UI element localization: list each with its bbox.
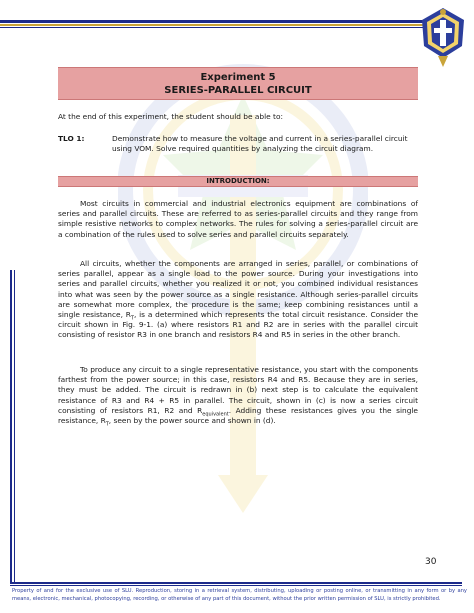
paragraph-3-part-c: , seen by the power source and shown in (d). (108, 416, 276, 426)
page-number: 30 (425, 557, 437, 567)
tlo-label: TLO 1: (58, 134, 85, 143)
rt-subscript: T (130, 315, 134, 322)
copyright-footer: Property of and for the exclusive use of SLU. Reproduction, storing in a retrieval system, distributing, uploading or posting online, or transmitting in any form or by any means, electronic, mechanical, photocopying, recording, or otherwise of any part of this document, without the prior written permission of SLU, is strictly prohibited. (12, 588, 467, 603)
left-margin-rule (10, 270, 12, 583)
objectives-intro: At the end of this experiment, the student should be able to: (58, 112, 283, 121)
paragraph-2 (58, 259, 418, 341)
introduction-heading: INTRODUCTION: (58, 176, 418, 187)
experiment-title: SERIES-PARALLEL CIRCUIT (164, 85, 312, 96)
footer-stripe-thin (10, 585, 462, 586)
rt-subscript: T (105, 421, 109, 428)
header-stripe-navy-thin (0, 27, 432, 28)
paragraph-1: Most circuits in commercial and industrial electronics equipment are combinations of series and parallel circuits. These are referred to as series-parallel circuits and they range from simple resistive networks to complex networks. The rules for solving a series-parallel circuit are a combination of the rules used to solve series and parallel circuits separately. (58, 199, 418, 239)
experiment-number: Experiment 5 (200, 72, 276, 83)
header-stripe-navy (0, 20, 432, 23)
experiment-title-box (58, 67, 418, 100)
paragraph-3-part-a: To produce any circuit to a single representative resistance, you start with the components farthest from the power source; in this case, resistors R4 and R5. Because they are in series, they must be added. The circuit is redrawn in (b) next step is to calculate the equivalent resistance of R3 and R4 + R5 in parallel. The circuit, shown in (c) is now a series circuit consisting of resistors R1, R2 and R (58, 365, 418, 415)
requivalent-subscript: equivalent (202, 411, 229, 418)
paragraph-3-part-b: . Adding these resistances gives you the single resistance, R (58, 405, 418, 426)
footer-stripe (10, 582, 462, 584)
left-margin-rule-thin (14, 270, 15, 583)
university-seal-icon (418, 6, 468, 68)
paragraph-3 (58, 365, 418, 426)
tlo-text: Demonstrate how to measure the voltage and current in a series-parallel circuit using VOM. Solve required quantities by analyzing the circuit diagram. (112, 134, 408, 154)
paragraph-2-part-a: All circuits, whether the components are arranged in series, parallel, or combinations of series parallel, appear as a single load to the power source. During your investigations into series and parallel circuits, whether you realized it or not, you combined individual resistances into what was seen by the power source as a single resistance. Although series-parallel circuits are somewhat more complex, the procedure is the same; keep combining resistances until a single resistance, R (58, 259, 418, 320)
paragraph-2-part-b: , is a determined which represents the total circuit resistance. Consider the circuit shown in Fig. 9-1. (a) where resistors R1 and R2 are in series with the parallel circuit consisting of resistor R3 in one branch and resistors R4 and R5 in series in the other branch. (58, 310, 418, 340)
header-stripe-gold (0, 24, 432, 26)
